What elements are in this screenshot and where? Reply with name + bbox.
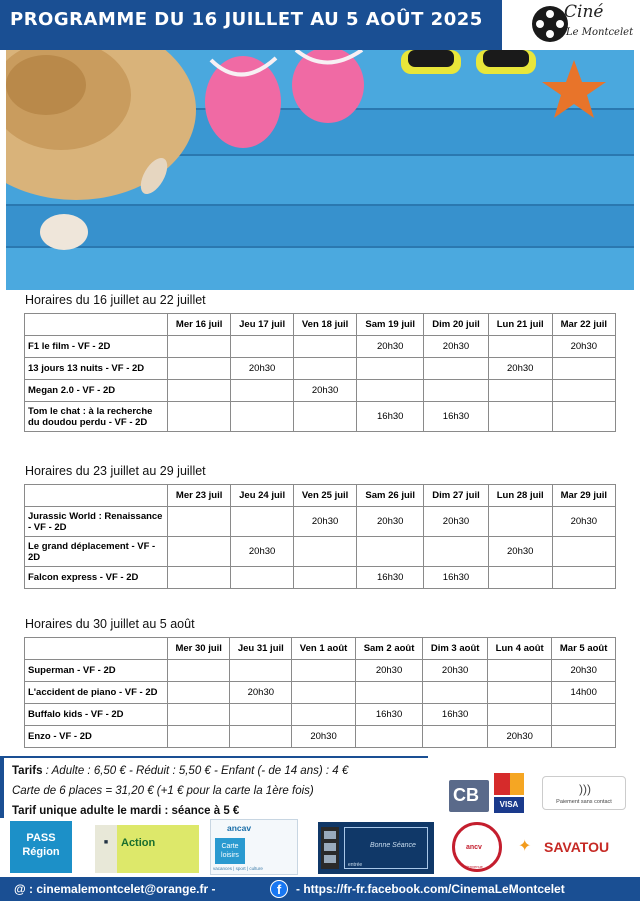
film-strip-icon bbox=[321, 827, 339, 869]
film-title: Falcon express - VF - 2D bbox=[25, 567, 168, 589]
showtime bbox=[357, 380, 424, 402]
film-title: L'accident de piano - VF - 2D bbox=[25, 682, 168, 704]
day-header: Mar 29 juil bbox=[552, 485, 615, 507]
table-row bbox=[25, 402, 616, 432]
showtime: 20h30 bbox=[423, 660, 488, 682]
showtime bbox=[552, 537, 615, 567]
cb-label: CB bbox=[453, 785, 479, 805]
footer-bar bbox=[0, 877, 640, 901]
logo-subtitle: Le Montcelet bbox=[566, 27, 634, 38]
week-1-title: Horaires du 16 juillet au 22 juillet bbox=[25, 293, 206, 307]
mastercard-red-block bbox=[494, 773, 510, 795]
showtime bbox=[292, 660, 356, 682]
table-row bbox=[25, 726, 616, 748]
table-row bbox=[25, 567, 616, 589]
logo-text: Ciné bbox=[564, 2, 604, 22]
day-header: Ven 25 juil bbox=[293, 485, 356, 507]
showtime: 20h30 bbox=[231, 358, 294, 380]
pricing-card-text: Carte de 6 places = 31,20 € (+1 € pour la carte la 1ère fois) bbox=[12, 785, 314, 797]
showtime: 20h30 bbox=[552, 336, 615, 358]
facebook-link[interactable]: - https://fr-fr.facebook.com/CinemaLeMontcelet bbox=[296, 882, 565, 896]
showtime: 16h30 bbox=[357, 567, 424, 589]
action-card-logo bbox=[95, 825, 199, 873]
day-header: Mar 22 juil bbox=[552, 314, 615, 336]
facebook-icon: f bbox=[270, 880, 288, 898]
showtime bbox=[355, 726, 422, 748]
visa-logo: VISA bbox=[494, 797, 524, 813]
savatou-mark-icon: ✦ bbox=[518, 838, 532, 855]
contactless-label: Paiement sans contact bbox=[556, 799, 612, 805]
action-label: Action bbox=[121, 837, 156, 849]
film-title: Megan 2.0 - VF - 2D bbox=[25, 380, 168, 402]
pass-label: PASS bbox=[26, 832, 56, 844]
day-header: Mer 23 juil bbox=[168, 485, 231, 507]
table-row bbox=[25, 380, 616, 402]
showtime bbox=[231, 507, 294, 537]
day-header: Jeu 31 juil bbox=[230, 638, 292, 660]
showtime bbox=[168, 380, 231, 402]
showtime bbox=[168, 507, 231, 537]
day-header: Lun 21 juil bbox=[488, 314, 552, 336]
showtime bbox=[424, 358, 489, 380]
showtime bbox=[552, 358, 615, 380]
day-header: Dim 27 juil bbox=[424, 485, 489, 507]
ancav-logo bbox=[210, 819, 298, 875]
showtime bbox=[488, 507, 552, 537]
showtime bbox=[168, 704, 230, 726]
ancav-subtitle: vacances | sport | culture bbox=[213, 866, 263, 871]
beach-banner-image bbox=[6, 50, 634, 290]
showtime bbox=[488, 682, 552, 704]
table-corner bbox=[25, 314, 168, 336]
showtime: 20h30 bbox=[293, 380, 356, 402]
showtime: 20h30 bbox=[424, 336, 489, 358]
mastercard-logo bbox=[494, 773, 524, 795]
savatou-label: SAVATOU bbox=[544, 839, 610, 855]
day-header: Dim 20 juil bbox=[424, 314, 489, 336]
showtime bbox=[230, 726, 292, 748]
day-header: Sam 19 juil bbox=[357, 314, 424, 336]
film-title: Superman - VF - 2D bbox=[25, 660, 168, 682]
showtime bbox=[552, 567, 615, 589]
showtime bbox=[488, 402, 552, 432]
table-corner bbox=[25, 485, 168, 507]
showtime bbox=[168, 336, 231, 358]
showtime bbox=[424, 537, 489, 567]
ancv-logo bbox=[450, 820, 510, 876]
day-header: Sam 26 juil bbox=[357, 485, 424, 507]
showtime bbox=[293, 537, 356, 567]
showtime: 20h30 bbox=[552, 660, 616, 682]
day-header: Mer 30 juil bbox=[168, 638, 230, 660]
showtime bbox=[230, 704, 292, 726]
pricing-adult-text: : Adulte : 6,50 € - Réduit : 5,50 € - Enfant (- de 14 ans) : 4 € bbox=[42, 765, 349, 777]
film-title: 13 jours 13 nuits - VF - 2D bbox=[25, 358, 168, 380]
showtime bbox=[230, 660, 292, 682]
showtime: 16h30 bbox=[357, 402, 424, 432]
showtime bbox=[293, 358, 356, 380]
table-row bbox=[25, 537, 616, 567]
table-row bbox=[25, 507, 616, 537]
showtime bbox=[423, 682, 488, 704]
day-header: Ven 18 juil bbox=[293, 314, 356, 336]
contactless-payment-logo bbox=[542, 776, 626, 810]
showtime: 16h30 bbox=[424, 567, 489, 589]
showtime: 16h30 bbox=[355, 704, 422, 726]
showtime bbox=[552, 402, 615, 432]
week-3-title: Horaires du 30 juillet au 5 août bbox=[25, 617, 195, 631]
table-row bbox=[25, 660, 616, 682]
showtime: 20h30 bbox=[293, 507, 356, 537]
ancav-label: ancav bbox=[227, 823, 252, 833]
table-row bbox=[25, 682, 616, 704]
day-header: Mer 16 juil bbox=[168, 314, 231, 336]
pricing-line-1 bbox=[12, 761, 428, 781]
pricing-line-3 bbox=[12, 801, 428, 821]
showtime: 20h30 bbox=[357, 507, 424, 537]
showtime bbox=[168, 402, 231, 432]
showtime: 20h30 bbox=[488, 358, 552, 380]
pass-region-logo bbox=[10, 821, 72, 873]
showtime: 20h30 bbox=[424, 507, 489, 537]
showtime bbox=[357, 537, 424, 567]
ancv-subtitle: Bienvenue bbox=[464, 864, 483, 869]
bonne-seance-ticket-logo bbox=[318, 822, 434, 874]
showtime: 16h30 bbox=[424, 402, 489, 432]
header-bar bbox=[0, 0, 640, 50]
day-header: Lun 28 juil bbox=[488, 485, 552, 507]
day-header: Mar 5 août bbox=[552, 638, 616, 660]
day-header: Jeu 24 juil bbox=[231, 485, 294, 507]
table-row bbox=[25, 358, 616, 380]
week-3-schedule-table bbox=[24, 637, 616, 748]
showtime bbox=[424, 380, 489, 402]
contactless-icon: ))) bbox=[579, 782, 591, 796]
showtime bbox=[231, 567, 294, 589]
showtime bbox=[293, 567, 356, 589]
showtime: 20h30 bbox=[231, 537, 294, 567]
day-header: Sam 2 août bbox=[355, 638, 422, 660]
table-corner bbox=[25, 638, 168, 660]
showtime: 20h30 bbox=[552, 507, 615, 537]
showtime bbox=[293, 402, 356, 432]
ticket-entree: entrée bbox=[348, 862, 363, 868]
showtime bbox=[423, 726, 488, 748]
showtime bbox=[168, 682, 230, 704]
showtime bbox=[355, 682, 422, 704]
ticket-label: Bonne Séance bbox=[370, 842, 416, 849]
film-title: Buffalo kids - VF - 2D bbox=[25, 704, 168, 726]
showtime bbox=[293, 336, 356, 358]
showtime bbox=[292, 704, 356, 726]
showtime bbox=[552, 704, 616, 726]
table-row bbox=[25, 336, 616, 358]
showtime bbox=[552, 726, 616, 748]
film-title: Le grand déplacement - VF - 2D bbox=[25, 537, 168, 567]
film-title: Enzo - VF - 2D bbox=[25, 726, 168, 748]
showtime: 20h30 bbox=[230, 682, 292, 704]
cb-card-logo bbox=[449, 780, 489, 812]
week-2-title: Horaires du 23 juillet au 29 juillet bbox=[25, 464, 206, 478]
day-header: Dim 3 août bbox=[423, 638, 488, 660]
ancv-label: ancv bbox=[466, 844, 482, 851]
showtime bbox=[357, 358, 424, 380]
showtime bbox=[168, 660, 230, 682]
showtime bbox=[488, 660, 552, 682]
cinema-logo bbox=[502, 0, 640, 50]
email-link[interactable]: @ : cinemalemontcelet@orange.fr - bbox=[14, 882, 216, 896]
pricing-label: Tarifs bbox=[12, 765, 43, 777]
showtime bbox=[488, 567, 552, 589]
showtime: 14h00 bbox=[552, 682, 616, 704]
showtime bbox=[168, 726, 230, 748]
showtime bbox=[292, 682, 356, 704]
showtime bbox=[488, 380, 552, 402]
showtime bbox=[231, 402, 294, 432]
pricing-block bbox=[0, 756, 428, 818]
film-title: F1 le film - VF - 2D bbox=[25, 336, 168, 358]
week-2-schedule-table bbox=[24, 484, 616, 589]
day-header: Jeu 17 juil bbox=[231, 314, 294, 336]
showtime: 20h30 bbox=[488, 537, 552, 567]
showtime bbox=[488, 704, 552, 726]
day-header: Ven 1 août bbox=[292, 638, 356, 660]
showtime bbox=[168, 537, 231, 567]
carte-loisirs-label: Carte loisirs bbox=[215, 838, 245, 864]
showtime bbox=[231, 380, 294, 402]
day-header: Lun 4 août bbox=[488, 638, 552, 660]
action-mini-card: ■ bbox=[95, 825, 117, 873]
page-title: PROGRAMME DU 16 JUILLET AU 5 AOÛT 2025 bbox=[10, 9, 483, 30]
showtime: 20h30 bbox=[357, 336, 424, 358]
showtime: 20h30 bbox=[488, 726, 552, 748]
table-row bbox=[25, 704, 616, 726]
region-label: Région bbox=[22, 846, 60, 858]
showtime bbox=[552, 380, 615, 402]
film-title: Tom le chat : à la recherche du doudou perdu - VF - 2D bbox=[25, 402, 168, 432]
film-title: Jurassic World : Renaissance - VF - 2D bbox=[25, 507, 168, 537]
showtime: 20h30 bbox=[355, 660, 422, 682]
showtime bbox=[488, 336, 552, 358]
film-reel-icon bbox=[532, 6, 568, 42]
showtime: 16h30 bbox=[423, 704, 488, 726]
showtime bbox=[168, 358, 231, 380]
showtime bbox=[231, 336, 294, 358]
showtime: 20h30 bbox=[292, 726, 356, 748]
week-1-schedule-table bbox=[24, 313, 616, 432]
showtime bbox=[168, 567, 231, 589]
pricing-line-2 bbox=[12, 781, 428, 801]
pricing-tuesday-text: Tarif unique adulte le mardi : séance à 5 € bbox=[12, 805, 240, 817]
